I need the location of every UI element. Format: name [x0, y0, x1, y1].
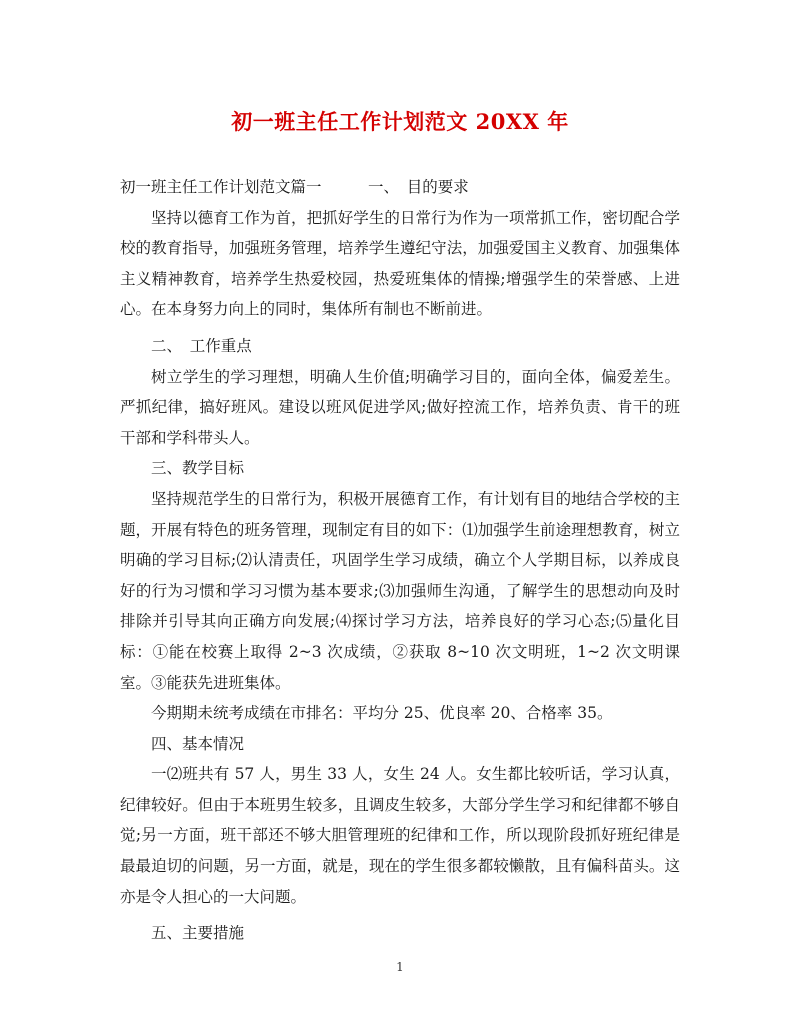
- document-title: 初一班主任工作计划范文 20XX 年: [231, 109, 569, 134]
- paragraph-basic-situation: 一⑵班共有 57 人，男生 33 人，女生 24 人。女生都比较听话，学习认真，纪律较好。但由于本班男生较多，且调皮生较多，大部分学生学习和纪律都不够自觉;另一方面，班干部还不够大胆管理班的纪律和工作，所以现阶段抓好班纪律是最最迫切的问题，另一方面，就是，现在的学生很多都较懒散，且有偏科苗头。这亦是令人担心的一大问题。: [120, 765, 680, 906]
- section-heading-basic-situation: 四、基本情况: [151, 734, 245, 753]
- document-body: [120, 172, 680, 949]
- section-heading-work-focus: 二、 工作重点: [151, 336, 252, 355]
- paragraph-teaching-goals: 坚持规范学生的日常行为，积极开展德育工作，有计划有目的地结合学校的主题，开展有特色的班务管理，现制定有目的如下：⑴加强学生前途理想教育，树立明确的学习目标;⑵认清责任，巩固学生学习成绩，确立个人学期目标，以养成良好的行为习惯和学习习惯为基本要求;⑶加强师生沟通，了解学生的思想动向及时排除并引导其向正确方向发展;⑷探讨学习方法，培养良好的学习心态;⑸量化目标：①能在校赛上取得 2~3 次成绩，②获取 8~10 次文明班，1~2 次文明课室。③能获先进班集体。: [120, 489, 680, 692]
- section-heading-teaching-goals: 三、教学目标: [151, 459, 245, 478]
- section-heading-main-measures: 五、主要措施: [151, 924, 245, 943]
- intro-heading: 初一班主任工作计划范文篇一 一、 目的要求: [120, 178, 469, 196]
- paragraph-work-focus: 树立学生的学习理想，明确人生价值;明确学习目的，面向全体，偏爱差生。严抓纪律，搞好班风。建设以班风促进学风;做好控流工作，培养负责、肯干的班干部和学科带头人。: [120, 367, 680, 447]
- paragraph-goals: 坚持以德育工作为首，把抓好学生的日常行为作为一项常抓工作，密切配合学校的教育指导，加强班务管理，培养学生遵纪守法，加强爱国主义教育、加强集体主义精神教育，培养学生热爱校园，热爱班集体的情操;增强学生的荣誉感、上进心。在本身努力向上的同时，集体所有制也不断前进。: [120, 208, 680, 319]
- page-number: 1: [396, 960, 404, 974]
- paragraph-ranking: 今期期未统考成绩在市排名：平均分 25、优良率 20、合格率 35。: [151, 704, 613, 723]
